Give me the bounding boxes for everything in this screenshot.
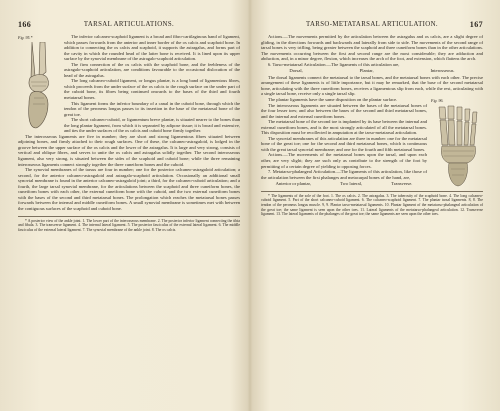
right-page-number: 167 xyxy=(469,20,483,29)
right-body xyxy=(261,34,483,217)
left-running-head xyxy=(18,20,240,34)
left-paragraph: The synovial membranes of the tarsus are four in number; one for the posterior calcaneo-astragaloid articulation; a second, for the anterior calcaneo-astragaloid and astragalo-scaphoid articulation. Occasionally an additional small synovial membrane is found in the anterior calcaneo-astragaloid joint; a third, for the calcaneo-cuboid articulation; and a fourth, the large tarsal synovial membrane, for the articulations between the scaphoid and three cuneiform bones, the cuneiform bones with each other, the external cuneiform bone with the cuboid, and the two external cuneiform bones with the bases of the second and third metatarsal bones. The prolongation which reaches the metatarsal bones passes forwards between the internal and middle cuneiform bones. A small synovial membrane is sometimes met with between the contiguous surfaces of the scaphoid and cuboid bone. xyxy=(18,167,240,211)
footnote: * The ligaments of the sole of the foot. 1. The os calcis. 2. The astragalus. 3. The tuberosity of the scaphoid bone. 4. The long calcaneo-cuboid ligament. 5. Part of the short calcaneo-cuboid ligament. 6. The calcaneo-scaphoid ligament. 7. The plantar tarsal ligaments. 8, 8. The tendon of the peroneus longus muscle. 9, 9. Plantar tarso-metatarsal ligaments. 10. Plantar ligament of the metatarso-phalangeal articulation of the great toe; the same ligament is seen upon the other toes. 11. Lateral ligaments of the metatarso-phalangeal articulation. 12. Transverse ligament. 13. The lateral ligaments of the phalanges of the great toe; the same ligaments are seen upon the other toes. xyxy=(261,193,483,217)
right-footnotes xyxy=(261,191,483,217)
left-page xyxy=(18,0,240,411)
left-paragraph: The firm connection of the os calcis with the scaphoid bone, and the feebleness of the astragalo-scaphoid articulation, are conditions favourable to the occasional dislocation of the head of the astragalus. xyxy=(64,61,240,78)
right-paragraph: The interosseous ligaments are situated between the bases of the metatarsal bones of the four lesser toes; and also between the bases of the second and third metatarsal bones, and the internal and external cuneiform bones. xyxy=(261,102,427,119)
right-paragraph: The dorsal ligaments connect the metatarsal to the tarsal bones, and the metatarsal bones with each other. The precise arrangement of these ligaments is of little importance, but it may be remarked, that the base of the second metatarsal bone, articulating with the three cuneiform bones, receives a ligamentous slip from each, while the rest, articulating with a single tarsal bone, receive only a single tarsal slip. xyxy=(261,74,483,97)
sole-ligament-figure xyxy=(431,98,483,188)
ankle-ligament-figure xyxy=(18,35,60,131)
left-paragraph: The interosseous ligaments are five in number; they are short and strong ligamentous fibres situated between adjoining bones, and firmly attached to their rough surfaces. One of these, the calcaneo-astragaloid, is lodged in the groove between the upper surface of the os calcis and the lower of the astragalus. It is large and very strong, consists of vertical and oblique fibres, and serves to unite the os calcis and astragalus solidly together. The second interosseous ligament, also very strong, is situated between the sides of the scaphoid and cuboid bone; while the three remaining interosseous ligaments connect strongly together the three cuneiform bones and the cuboid. xyxy=(18,133,240,167)
list-item: Anterior or plantar, xyxy=(275,181,311,187)
list-item: Transverse. xyxy=(391,181,413,187)
foot-sole-illustration xyxy=(431,105,483,187)
left-page-number: 166 xyxy=(18,20,32,29)
footnote: * A posterior view of the ankle joint. 1. The lower part of the interosseous membrane. 2. The posterior inferior ligament connecting the tibia and fibula. 3. The transverse ligament. 4. The internal lateral ligament. 5. The posterior fasciculus of the external lateral ligament. 6. The middle fasciculus of the external lateral ligament. 7. The synovial membrane of the ankle joint. 8. The os calcis. xyxy=(18,218,240,232)
right-running-title: TARSO-METATARSAL ARTICULATION. xyxy=(305,21,439,28)
figure-95-label: Fig. 95.* xyxy=(18,35,33,40)
left-body xyxy=(18,34,240,232)
section-7-list xyxy=(261,181,427,187)
left-running-title: TARSAL ARTICULATIONS. xyxy=(83,21,175,28)
section-6-list xyxy=(261,68,483,74)
left-footnotes xyxy=(18,216,240,233)
list-item: Plantar, xyxy=(359,68,374,74)
right-paragraph: The synovial membranes of this articulation are three in number: one for the metatarsal bone of the great toe; one for the second and third metatarsal bones, which is continuous with the great tarsal synovial membrane; and one for the fourth and fifth metatarsal bones. xyxy=(261,135,427,152)
right-paragraph: The metatarsal bone of the second toe is implanted by its base between the internal and external cuneiform bones, and is the most strongly articulated of all the metatarsal bones. This disposition must be recollected in amputation at the tarso-metatarsal articulation. xyxy=(261,119,427,136)
right-paragraph: Actions.—The movements permitted by the articulation between the astragalus and os calcis, are a slight degree of gliding, in the directions forwards and backwards and laterally from side to side. The movements of the second range of tarsal bones is very trifling, being greater between the scaphoid and three cuneiform bones than in the other articulations. The movements occurring between the first and second range are the most considerable; they are adduction and abduction, and, in a minor degree, flexion, which increases the arch of the foot, and extension, which flattens the arch. xyxy=(261,34,483,62)
list-item: Interosseous. xyxy=(430,68,455,74)
left-paragraph: The long calcaneo-cuboid ligament, or longus plantæ, is a long band of ligamentous fibres, which proceeds from the under surface of the os calcis to the rough surface on the under part of the cuboid bone, its fibres being continued onwards to the bases of the third and fourth metatarsal bones. xyxy=(64,78,240,101)
left-paragraph: The short calcaneo-cuboid, or ligamentum breve plantæ, is situated nearer to the bones than the long plantar ligament, from which it is separated by adipose tissue; it is broad and extensive, and ties the under surfaces of the os calcis and cuboid bone firmly together. xyxy=(64,117,240,134)
list-item: Two lateral, xyxy=(340,181,363,187)
left-paragraph: This ligament forms the inferior boundary of a canal in the cuboid bone, through which the tendon of the peroneus longus passes to its insertion in the base of the metatarsal bone of the great toe. xyxy=(64,100,240,117)
right-running-head xyxy=(261,20,483,34)
right-paragraph: The plantar ligaments have the same disposition on the plantar surface. xyxy=(268,97,398,103)
section-7-title: 7. Metatarso-phalangeal Articulation.—The ligaments of this articulation, like those of the articulation between the first phalanges and metacarpal bones of the hand, are, xyxy=(261,169,427,180)
ankle-bones-illustration xyxy=(18,42,60,130)
left-paragraph: The inferior calcaneo-scaphoid ligament is a broad and fibro-cartilaginous band of ligament, which passes forwards from the anterior and inner border of the os calcis and scaphoid bone. In addition to connecting the os calcis and scaphoid, it supports the astragalus, and forms part of the cavity in which the rounded head of the latter bone is received. It is lined upon its upper surface by the synovial membrane of the astragalo-scaphoid articulation. xyxy=(64,34,240,62)
section-6-title: 6. Tarso-metatarsal Articulation.—The ligaments of this articulation are, xyxy=(268,61,400,67)
right-paragraph: Actions.—The movements of the metatarsal bones upon the tarsal, and upon each other, are very slight; they are such only as contribute to the strength of the foot by permitting of a certain degree of yielding to opposing forces. xyxy=(261,152,427,169)
right-page xyxy=(261,0,483,411)
list-item: Dorsal, xyxy=(289,68,303,74)
figure-96-label: Fig. 96. xyxy=(431,98,444,104)
